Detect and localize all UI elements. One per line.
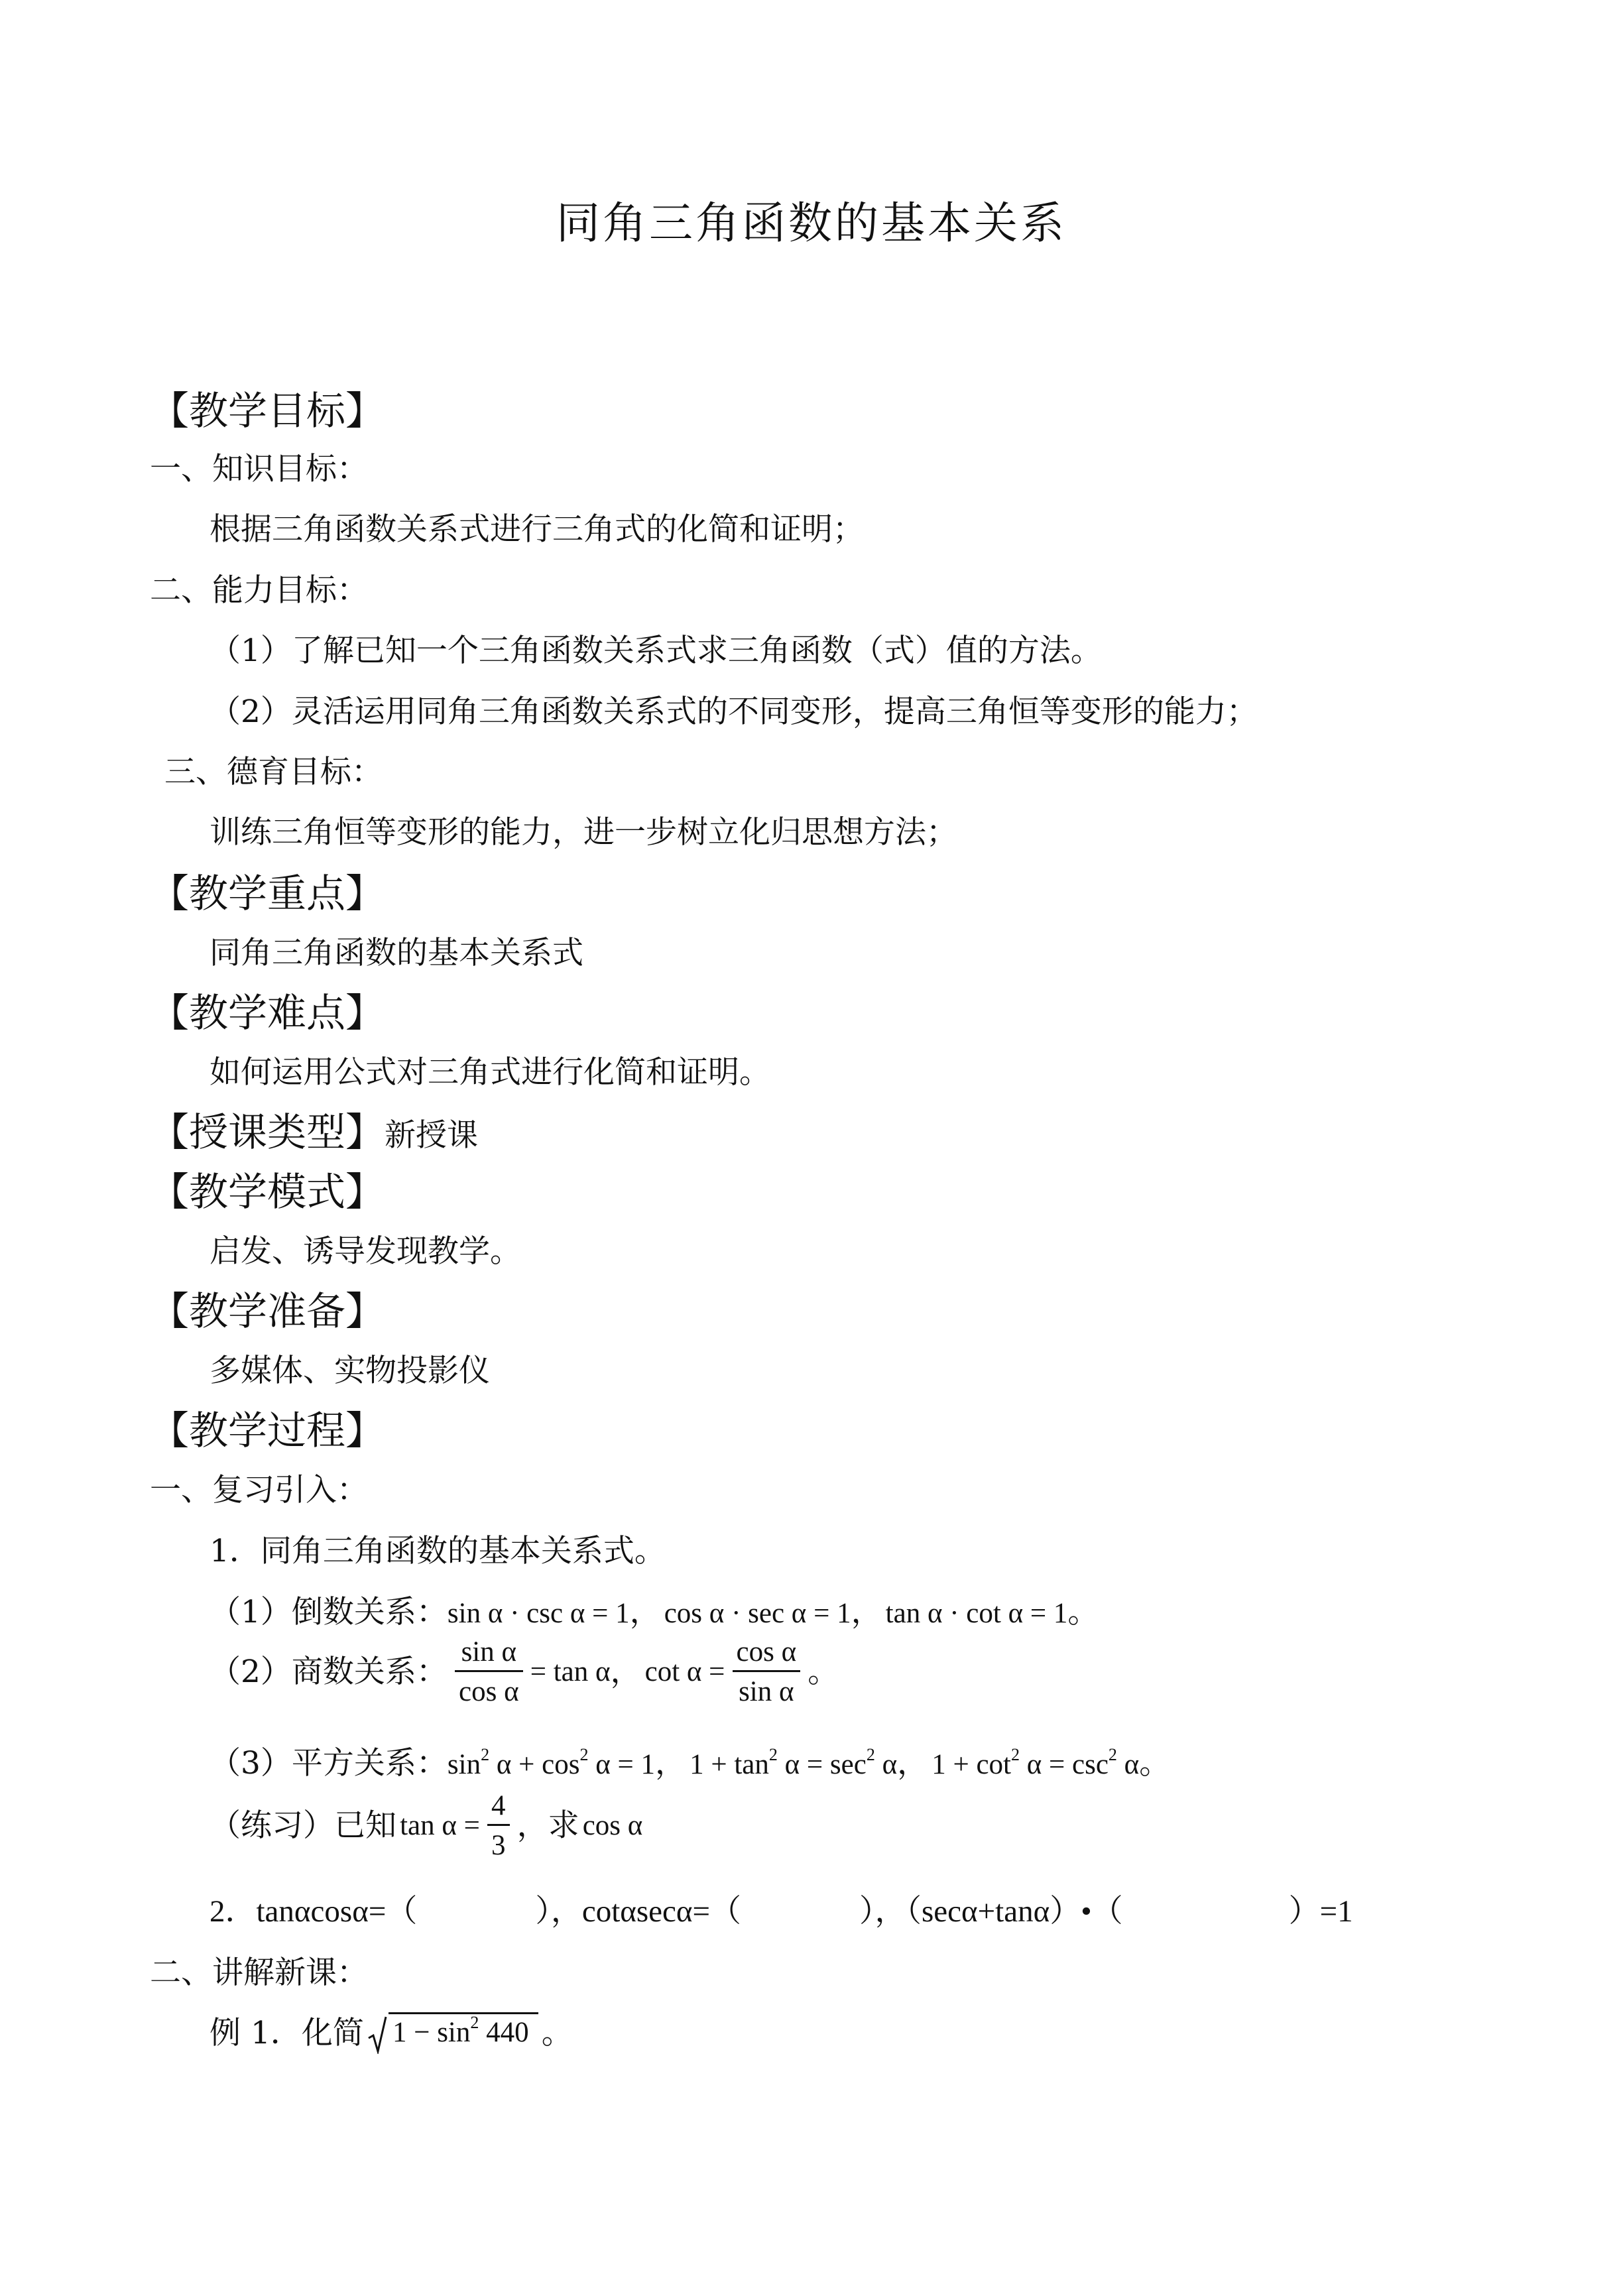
period: 。: [1139, 1745, 1171, 1782]
fraction-numerator: sin α: [455, 1638, 523, 1672]
quotient-relation: [210, 1638, 839, 1706]
moral-label: 三、德育目标：: [164, 754, 383, 790]
formula-cot2-csc2: $1 + \cot^2 \alpha = \csc^2 \alpha$: [932, 1745, 1140, 1780]
heading-process: 【教学过程】: [150, 1408, 385, 1453]
fraction-denominator: sin α: [739, 1676, 794, 1707]
review-item-1: 1．同角三角函数的基本关系式。: [210, 1533, 666, 1569]
fraction-numerator: cos α: [733, 1638, 801, 1672]
heading-difficulties: 【教学难点】: [150, 990, 385, 1036]
reciprocal-relation: [210, 1594, 1099, 1630]
difficulties-text: 如何运用公式对三角式进行化简和证明。: [210, 1054, 770, 1091]
blank-prompt-a: tanαcosα=（: [256, 1894, 418, 1929]
ability-item-1: （1）了解已知一个三角函数关系式求三角函数（式）值的方法。: [210, 633, 1102, 669]
formula-sin2-cos2: $\sin^2 \alpha + \cos^2 \alpha = 1$: [447, 1745, 655, 1780]
blank-prompt-c: ），（secα+tanα）•（: [859, 1894, 1123, 1929]
square-label: （3）平方关系：: [210, 1745, 448, 1782]
review-label: 一、复习引入：: [150, 1472, 368, 1508]
square-relation: [210, 1745, 1171, 1782]
lesson-type-row: [150, 1109, 479, 1155]
review-item-2: [210, 1896, 1353, 1927]
preparation-text: 多媒体、实物投影仪: [210, 1353, 490, 1389]
heading-mode: 【教学模式】: [150, 1169, 385, 1215]
new-lesson-label: 二、讲解新课：: [150, 1955, 368, 1991]
sqrt-expression: [367, 2012, 538, 2054]
separator: ，: [897, 1745, 929, 1782]
formula-cos-target: cos α: [582, 1810, 643, 1841]
formula-tan-cot: tan α · cot α = 1: [885, 1598, 1068, 1629]
heading-key-points: 【教学重点】: [150, 871, 385, 916]
fraction-denominator: cos α: [459, 1676, 519, 1707]
formula-cos-sec: cos α · sec α = 1: [664, 1598, 851, 1629]
quotient-label: （2）商数关系：: [210, 1654, 448, 1690]
fraction-cos-over-sin: [733, 1638, 801, 1706]
ability-label: 二、能力目标：: [150, 572, 368, 609]
ability-item-2: （2）灵活运用同角三角函数关系式的不同变形，提高三角恒等变形的能力；: [210, 694, 1258, 730]
blank-prompt-b: ），cotαsecα=（: [535, 1894, 742, 1929]
formula-tan-equals: tan α =: [400, 1810, 480, 1841]
exercise-label: （练习）已知: [210, 1807, 396, 1844]
fraction-sin-over-cos: [455, 1638, 523, 1706]
heading-objectives: 【教学目标】: [150, 388, 385, 434]
period: 。: [808, 1654, 839, 1690]
item-number: 2．: [210, 1894, 257, 1929]
fraction-numerator: 4: [487, 1791, 510, 1826]
fraction-denominator: 3: [491, 1830, 506, 1861]
mode-text: 启发、诱导发现教学。: [210, 1233, 521, 1270]
formula-equals-tan: = tan α: [530, 1656, 611, 1687]
formula-sin-csc: sin α · csc α = 1: [447, 1598, 630, 1629]
example-1-label: 例 1．化简: [210, 2015, 364, 2052]
reciprocal-label: （1）倒数关系：: [210, 1594, 448, 1630]
exercise: [210, 1791, 642, 1860]
fraction-4-over-3: [487, 1791, 510, 1860]
blank-prompt-d: ）=1: [1288, 1894, 1353, 1929]
sqrt-symbol: [367, 2016, 387, 2054]
formula-tan2-sec2: $1 + \tan^2 \alpha = \sec^2 \alpha$: [690, 1745, 898, 1780]
knowledge-label: 一、知识目标：: [150, 451, 368, 487]
radicand: $1 - \sin^2 440$: [389, 2012, 538, 2047]
key-points-text: 同角三角函数的基本关系式: [210, 935, 583, 971]
example-1: [210, 2012, 573, 2054]
exercise-ask: ，求: [516, 1807, 579, 1844]
separator: ，: [629, 1594, 661, 1630]
heading-preparation: 【教学准备】: [150, 1288, 385, 1334]
page-title: 同角三角函数的基本关系: [556, 198, 1067, 249]
separator: ，: [851, 1594, 882, 1630]
period: 。: [1067, 1594, 1099, 1630]
heading-lesson-type: 【授课类型】: [150, 1109, 385, 1155]
period: 。: [541, 2015, 573, 2052]
knowledge-text: 根据三角函数关系式进行三角式的化简和证明；: [210, 511, 864, 548]
lesson-type-text: 新授课: [385, 1117, 479, 1154]
separator: ，: [610, 1654, 642, 1690]
moral-text: 训练三角恒等变形的能力，进一步树立化归思想方法；: [210, 814, 957, 851]
formula-cot-equals: cot α =: [644, 1656, 725, 1687]
separator: ，: [654, 1745, 686, 1782]
